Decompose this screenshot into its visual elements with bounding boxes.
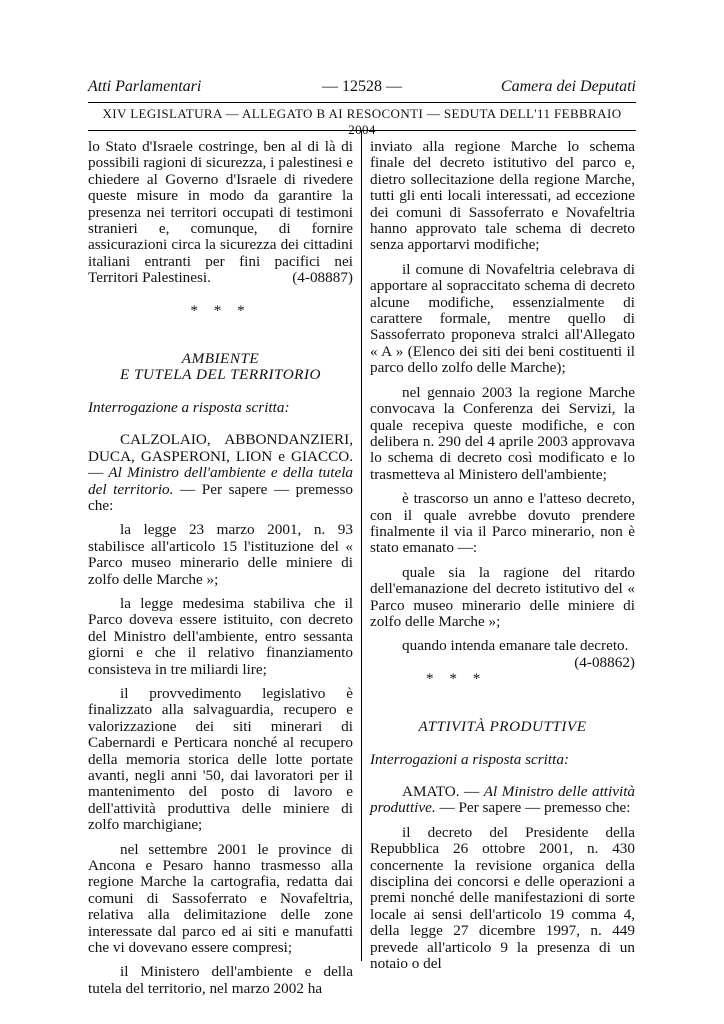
paragraph: il decreto del Presidente della Repubblica 26 ottobre 2001, n. 430 concernente la revisione organica della disciplina dei concorsi e delle operazioni a premi nonché delle manifestazioni di sorte locale ai sensi dell'articolo 19 comma 4, della legge 27 dicembre 1997, n. 449 prevede all'articolo 9 la presenza di un notaio o del	[370, 823, 635, 973]
column-divider	[361, 131, 362, 961]
paragraph: la legge 23 marzo 2001, n. 93 stabilisce all'articolo 15 l'istituzione del « Parco museo minerario delle miniere di zolfo delle Marche »;	[88, 521, 353, 588]
section-title-line2: E TUTELA DEL TERRITORIO	[120, 366, 321, 384]
premise: — Per sapere — premesso che:	[88, 480, 354, 514]
addressee: Al Ministro dell'ambiente e della tutela del territorio.	[88, 464, 354, 498]
paragraph: lo Stato d'Israele costringe, ben al di là di possibili ragioni di sicurezza, i palestinesi e chiedere al Governo d'Israele di rivedere queste misure in modo da garantire la presenza nei territori occupati di testimoni stranieri e, comunque, di fornire assicurazioni circa la sicurezza dei cittadini italiani entranti per fini pacifici nei Territori Palestinesi. (4-08887)	[88, 138, 353, 287]
header-rule	[88, 102, 636, 103]
header-subtitle: XIV LEGISLATURA — ALLEGATO B AI RESOCONTI — SEDUTA DELL'11 FEBBRAIO 2004	[102, 106, 622, 137]
paragraph: il provvedimento legislativo è finalizzato alla salvaguardia, recupero e valorizzazione dei siti minerari di Cabernardi e Perticara nonché al recupero della memoria storica delle lotte portate avanti, negli anni '50, dai lavoratori per il mantenimento del posto di lavoro e dell'attività produttiva delle miniere di zolfo marchigiane;	[88, 684, 353, 834]
left-column	[88, 139, 353, 997]
premise: — Per sapere — premesso che:	[439, 799, 631, 817]
section-separator: * * *	[425, 669, 487, 687]
question-heading: CALZOLAIO, ABBONDANZIERI, DUCA, GASPERONI, LION e GIACCO. — Al Ministro dell'ambiente e della tutela del territorio. — Per sapere — premesso che:	[88, 431, 354, 514]
paragraph: quando intenda emanare tale decreto. (4-08862)	[402, 637, 635, 671]
authors: AMATO.	[402, 783, 460, 800]
paragraph: inviato alla regione Marche lo schema finale del decreto istitutivo del parco e, dietro sollecitazione della regione Marche, tutti gli enti locali interessati, ad eccezione dei comuni di Sassoferrato e Novafeltria hanno approvato tale schema di decreto senza apportarvi modifiche;	[370, 138, 635, 254]
page-number: — 12528 —	[322, 78, 402, 95]
section-title: ATTIVITÀ PRODUTTIVE	[418, 718, 587, 736]
header-left: Atti Parlamentari	[88, 78, 202, 95]
header-rule-bottom	[88, 130, 636, 131]
addressee: Al Ministro delle attività produttive.	[370, 783, 636, 817]
authors: CALZOLAIO, ABBONDANZIERI, DUCA, GASPERONI, LION e GIACCO.	[88, 431, 353, 465]
paragraph: quale sia la ragione del ritardo dell'emanazione del decreto istitutivo del « Parco museo minerario delle miniere di zolfo delle Marche »;	[370, 563, 635, 630]
paragraph: il Ministero dell'ambiente e della tutela del territorio, nel marzo 2002 ha	[88, 963, 353, 997]
document-reference: (4-08887)	[292, 269, 353, 287]
section-separator: * * *	[190, 301, 251, 319]
question-type: Interrogazione a risposta scritta:	[88, 398, 290, 416]
paragraph: nel settembre 2001 le province di Ancona e Pesaro hanno trasmesso alla regione Marche la cartografia, redatta dai comuni di Sassoferrato e Novafeltria, relativa alla delimitazione delle zone interessate dal parco ed ai siti e manufatti che vi dovevano essere compresi;	[88, 840, 353, 957]
header-right: Camera dei Deputati	[500, 78, 636, 95]
paragraph: è trascorso un anno e l'atteso decreto, con il quale avrebbe dovuto prendere finalmente il via il Parco minerario, non è stato emanato —:	[370, 490, 635, 557]
right-column	[370, 139, 635, 972]
running-header	[88, 78, 636, 100]
paragraph: la legge medesima stabiliva che il Parco doveva essere istituito, con decreto del Ministro dell'ambiente, entro sessanta giorni e che il relativo finanziamento consisteva in tre miliardi lire;	[88, 594, 353, 678]
document-reference: (4-08862)	[574, 653, 635, 671]
paragraph: il comune di Novafeltria celebrava di apportare al sopraccitato schema di decreto alcune modifiche, essenzialmente di carattere formale, mentre quello di Sassoferrato proponeva stralci all'Allegato « A » (Elenco dei siti dei beni costituenti il parco dello zolfo delle Marche);	[370, 260, 635, 377]
question-heading: AMATO. — Al Ministro delle attività produttive. — Per sapere — premesso che:	[370, 783, 636, 817]
paragraph: nel gennaio 2003 la regione Marche convocava la Conferenza dei Servizi, la quale recepiva queste modifiche, e con delibera n. 290 del 4 aprile 2003 approvava lo schema di decreto così modificato e lo trasmetteva al Ministero dell'ambiente;	[370, 383, 635, 483]
section-title: AMBIENTE	[181, 350, 260, 368]
question-type: Interrogazioni a risposta scritta:	[370, 750, 569, 768]
